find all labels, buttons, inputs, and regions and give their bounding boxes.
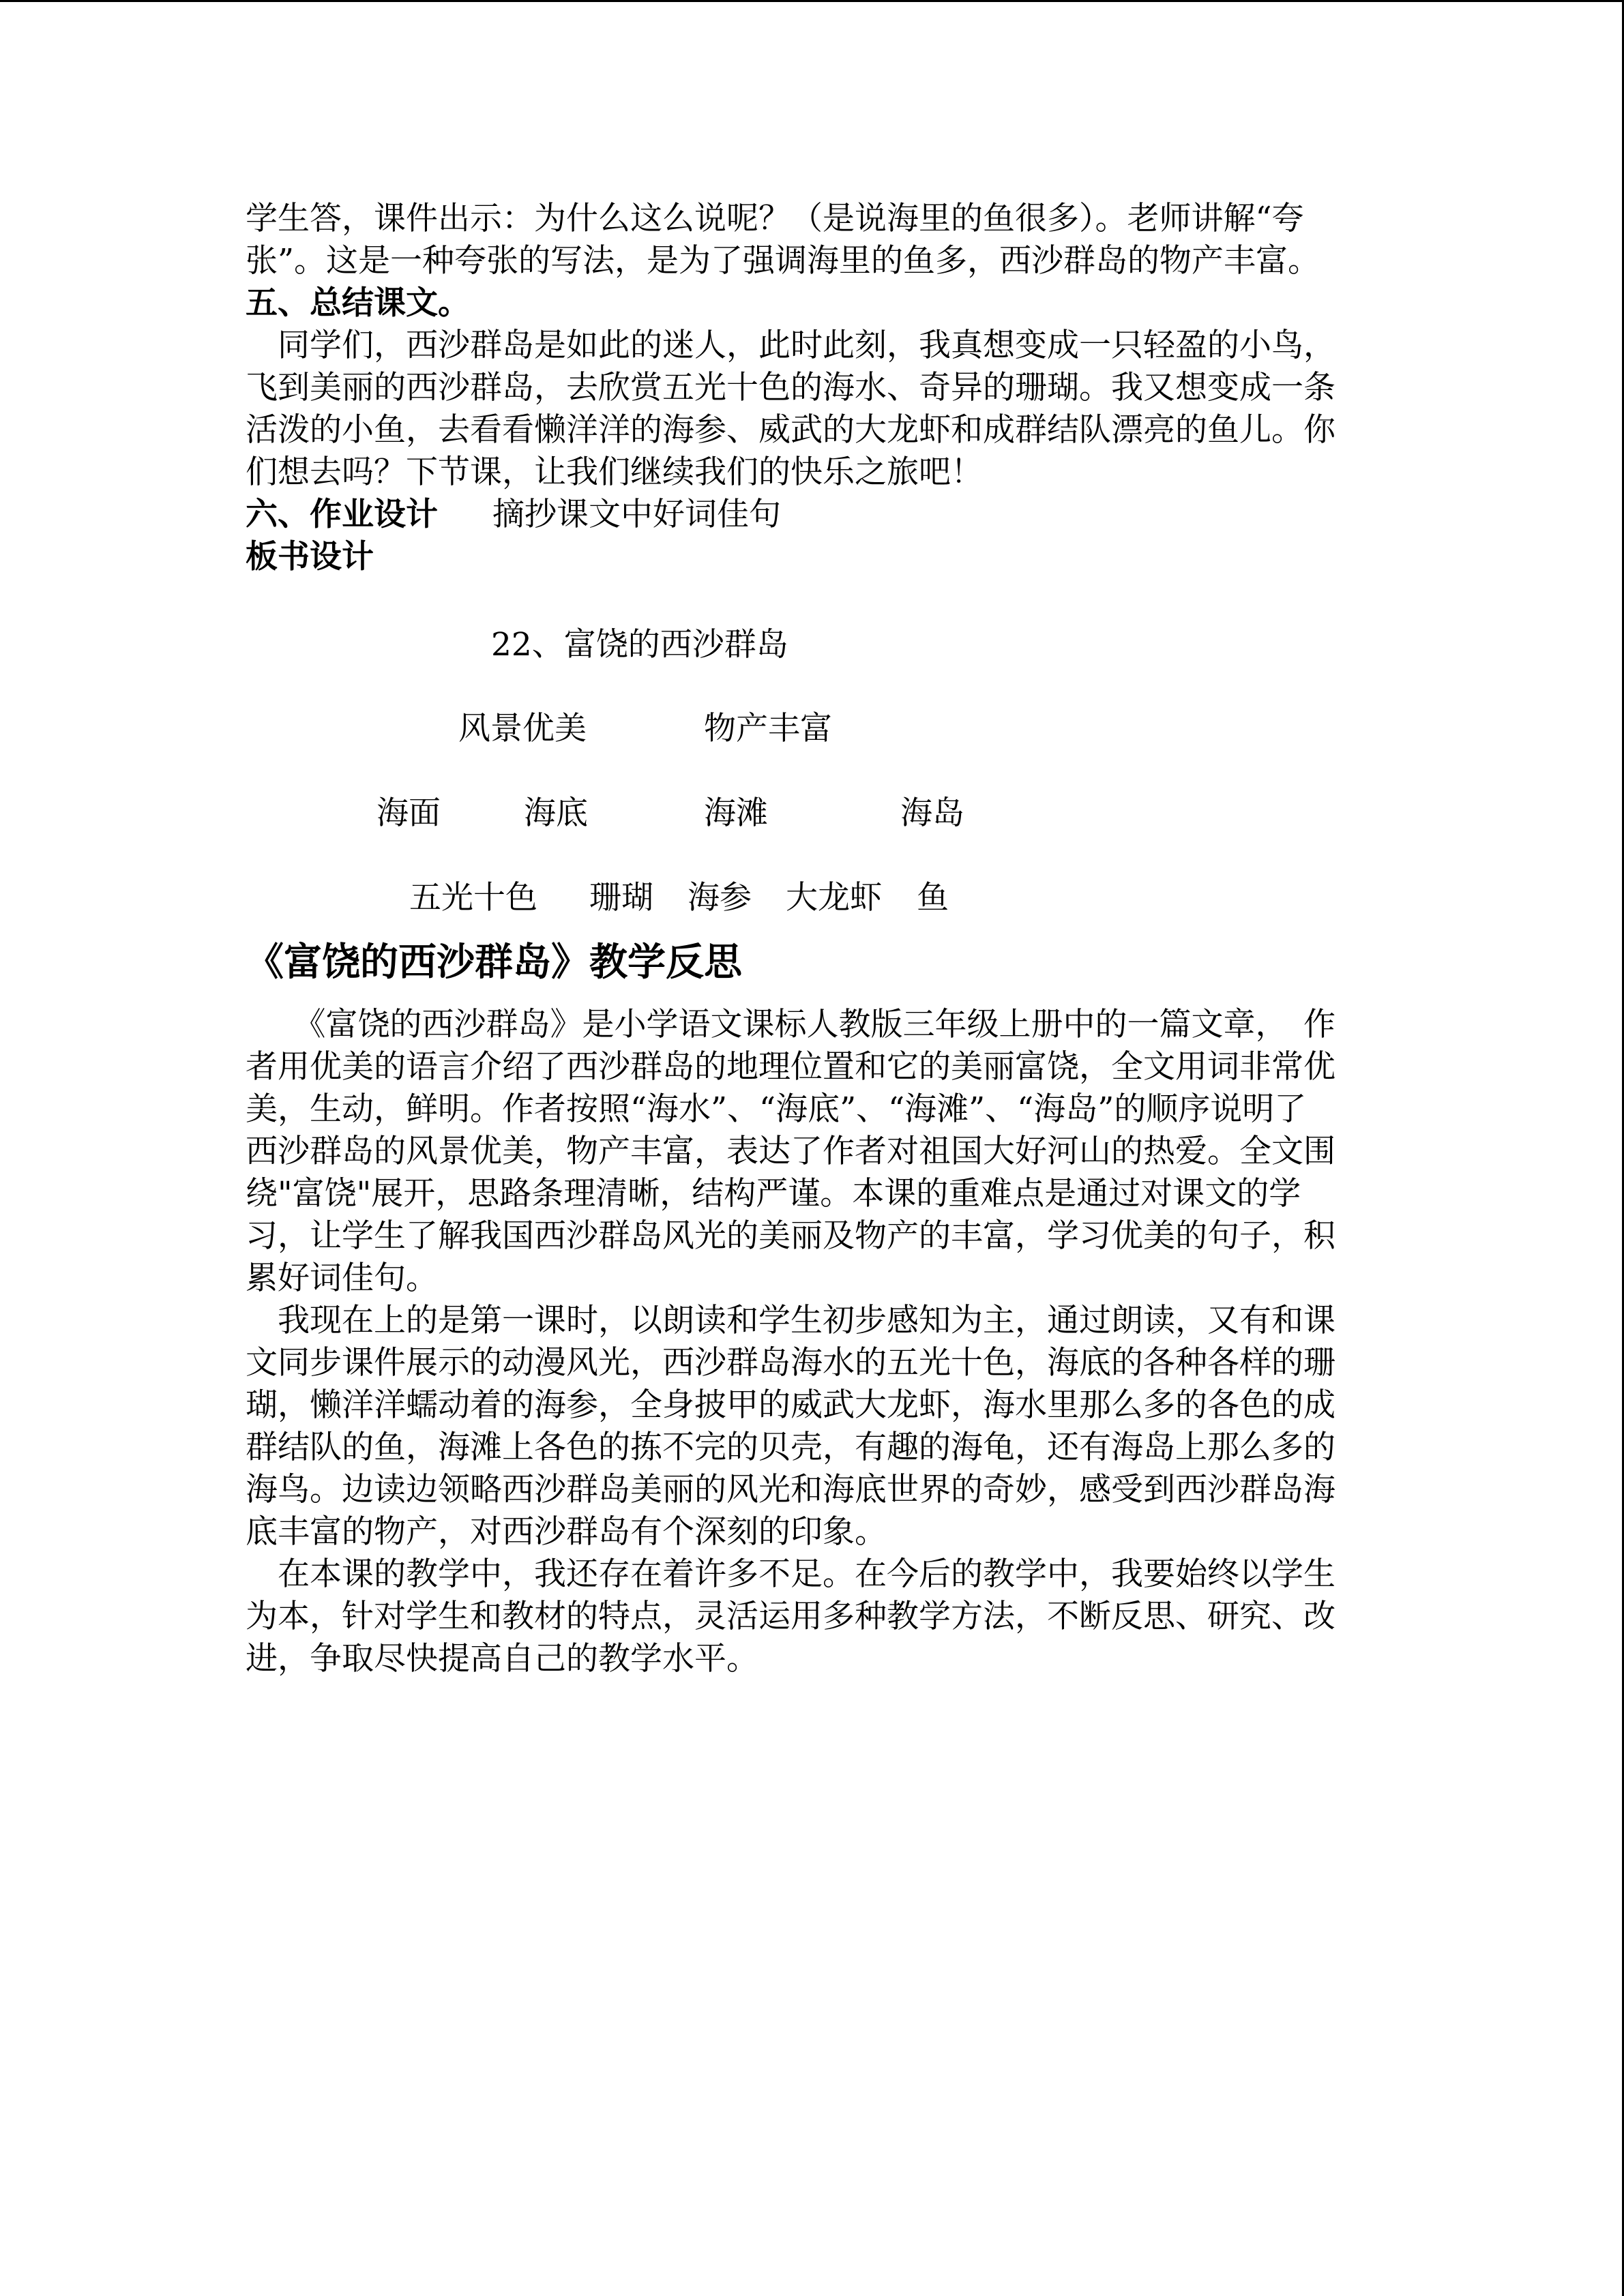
text-line: 为本，针对学生和教材的特点，灵活运用多种教学方法，不断反思、研究、改 [246,1598,1335,1635]
text-line: 瑚，懒洋洋蠕动着的海参，全身披甲的威武大龙虾，海水里那么多的各色的成 [246,1386,1335,1424]
page-top-border [0,0,1624,2]
text-line: 文同步课件展示的动漫风光，西沙群岛海水的五光十色，海底的各种各样的珊 [246,1344,1335,1382]
reflection-title: 《富饶的西沙群岛》教学反思 [246,940,742,985]
intro-paragraph [246,198,1378,282]
board-products: 物产丰富 [704,710,832,747]
text-line: 群结队的鱼，海滩上各色的拣不完的贝壳，有趣的海龟，还有海岛上那么多的 [246,1429,1335,1466]
text-line: 进，争取尽快提高自己的教学水平。 [246,1640,758,1678]
homework-section [246,494,1378,536]
text-line: 飞到美丽的西沙群岛，去欣赏五光十色的海水、奇异的珊瑚。我又想变成一条 [246,369,1335,406]
text-line: 《富饶的西沙群岛》是小学语文课标人教版三年级上册中的一篇文章， 作 [246,1006,1335,1043]
text-line: 们想去吗？下节课，让我们继续我们的快乐之旅吧！ [246,453,983,491]
text-line: 西沙群岛的风景优美，物产丰富，表达了作者对祖国大好河山的热爱。全文围 [246,1133,1335,1170]
board-coral: 珊瑚 [589,879,653,916]
text-line: 绕"富饶"展开，思路条理清晰，结构严谨。本课的重难点是通过对课文的学 [246,1175,1301,1212]
board-heading [246,536,1378,578]
board-colorful: 五光十色 [409,879,537,916]
text-line: 我现在上的是第一课时，以朗读和学生初步感知为主，通过朗读，又有和课 [246,1302,1335,1339]
board-island: 海岛 [900,794,964,832]
board-sea-surface: 海面 [377,794,441,832]
text-line: 海鸟。边读边领略西沙群岛美丽的风光和海底世界的奇妙，感受到西沙群岛海 [246,1471,1335,1508]
text-line: 者用优美的语言介绍了西沙群岛的地理位置和它的美丽富饶，全文用词非常优 [246,1048,1335,1086]
board-scenery: 风景优美 [458,710,587,747]
text-line: 学生答，课件出示：为什么这么说呢？（是说海里的鱼很多）。老师讲解“夸 [246,200,1304,237]
summary-section [246,282,1378,494]
board-heading-text: 板书设计 [246,538,374,576]
text-line: 累好词佳句。 [246,1259,438,1297]
homework-heading: 六、作业设计 [246,496,438,533]
text-line: 在本课的教学中，我还存在着许多不足。在今后的教学中，我要始终以学生 [246,1555,1335,1593]
homework-text: 摘抄课文中好词佳句 [492,496,781,533]
board-sea-bottom: 海底 [524,794,588,832]
board-sea-cucumber: 海参 [688,879,752,916]
text-line: 美，生动，鲜明。作者按照“海水”、“海底”、“海滩”、“海岛”的顺序说明了 [246,1090,1307,1128]
board-beach: 海滩 [704,794,768,832]
summary-heading: 五、总结课文。 [246,284,470,322]
board-title: 22、富饶的西沙群岛 [491,626,788,664]
text-line: 底丰富的物产，对西沙群岛有个深刻的印象。 [246,1513,887,1551]
board-fish: 鱼 [917,879,949,916]
reflection-body [246,1004,1378,1680]
text-line: 习，让学生了解我国西沙群岛风光的美丽及物产的丰富，学习优美的句子，积 [246,1217,1335,1255]
text-line: 同学们，西沙群岛是如此的迷人，此时此刻，我真想变成一只轻盈的小鸟， [246,327,1335,364]
board-lobster: 大龙虾 [786,879,882,916]
text-line: 活泼的小鱼，去看看懒洋洋的海参、威武的大龙虾和成群结队漂亮的鱼儿。你 [246,411,1335,449]
text-line: 张”。这是一种夸张的写法，是为了强调海里的鱼多，西沙群岛的物产丰富。 [246,242,1320,280]
